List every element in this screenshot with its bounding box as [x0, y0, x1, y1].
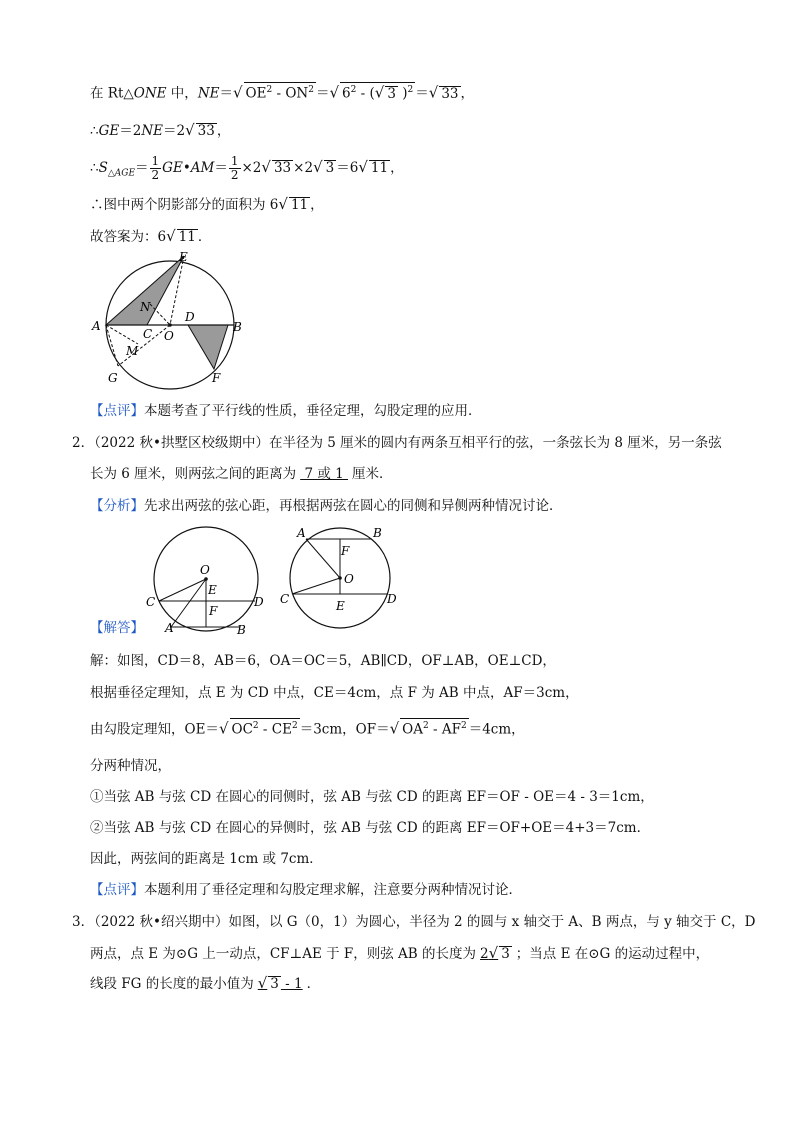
label-d: D: [387, 592, 397, 606]
answer-line: 故答案为：6√ 11 ．: [90, 227, 212, 245]
label-o: O: [344, 572, 354, 586]
label-c: C: [280, 592, 290, 606]
figure-chords-opposite-side: [278, 524, 403, 636]
label-c: C: [143, 327, 153, 341]
label-o: O: [164, 329, 174, 343]
solution-line-6: ②当弦 AB 与弦 CD 在圆心的异侧时，弦 AB 与弦 CD 的距离 EF＝OF+OE＝4+3＝7cm．: [90, 820, 651, 836]
comment-2: 【点评】本题利用了垂径定理和勾股定理求解，注意要分两种情况讨论．: [90, 882, 522, 898]
label-f: F: [212, 371, 221, 385]
equation-ne: 在 Rt△ONE 中，NE＝√ $OE^2 - ON^2$ ＝√ $6^2$ - (√ 3 )$^2$ ＝√ 33 ，: [90, 83, 474, 102]
label-a: A: [165, 621, 174, 635]
label-m: M: [126, 344, 139, 358]
figure-chords-same-side: [142, 526, 272, 638]
label-e: E: [336, 599, 345, 613]
label-e: E: [179, 250, 188, 264]
label-c: C: [146, 595, 156, 609]
solution-line-2: 根据垂径定理知，点 E 为 CD 中点，CE＝4cm，点 F 为 AB 中点，AF＝3cm，: [90, 685, 579, 701]
solution-line-3: 由勾股定理知，OE＝√ $OC^2 - CE^2 =3cm$，OF＝√ $OA^2 - AF^2 =4cm$，: [90, 719, 525, 738]
question-3-line-3: 线段 FG 的长度的最小值为 √ 3 - 1 ．: [90, 974, 321, 992]
label-d: D: [254, 595, 264, 609]
label-b: B: [233, 320, 242, 334]
label-b: B: [237, 623, 246, 637]
question-3-line-2: 两点，点 E 为⊙G 上一动点，CF⊥AE 于 F，则弦 AB 的长度为 2√ 3 ；当点 E 在⊙G 的运动过程中，: [90, 944, 710, 962]
label-d: D: [185, 310, 195, 324]
label-a: A: [297, 526, 306, 540]
comment-1: 【点评】本题考查了平行线的性质，垂径定理，勾股定理的应用．: [90, 403, 482, 419]
answer-blank-fg: √ 3 - 1: [257, 974, 303, 992]
solution-line-7: 因此，两弦间的距离是 1cm 或 7cm．: [90, 851, 323, 867]
solution-line-5: ①当弦 AB 与弦 CD 在圆心的同侧时，弦 AB 与弦 CD 的距离 EF＝OF - OE＝4 - 3＝1cm，: [90, 789, 654, 805]
question-2-line-1: 2．（2022 秋•拱墅区校级期中）在半径为 5 厘米的圆内有两条互相平行的弦，一条弦长为 8 厘米，另一条弦: [72, 435, 722, 451]
label-b: B: [373, 526, 382, 540]
question-2-line-2: 长为 6 厘米，则两弦之间的距离为 7 或 1 厘米．: [90, 466, 393, 482]
figure-circle-shaded: [88, 248, 258, 390]
answer-blank: 7 或 1: [300, 466, 349, 482]
label-g: G: [108, 371, 118, 385]
shaded-area-text: ∴图中两个阴影部分的面积为 6√ 11 ，: [90, 195, 324, 213]
analysis: 【分析】先求出两弦的弦心距，再根据两弦在圆心的同侧和异侧两种情况讨论．: [90, 498, 563, 514]
label-e: E: [208, 583, 217, 597]
solution-line-1: 解：如图，CD＝8，AB＝6，OA＝OC＝5，AB∥CD，OF⊥AB，OE⊥CD，: [90, 653, 556, 669]
equation-area: $\therefore S_{\triangle AGE}=$ $\frac{1}{2}$ GE•AM＝ $\frac{1}{2}$ ×2√ 33 ×2√ 3 ＝6√ 11 ，: [90, 154, 404, 182]
label-n: N: [140, 300, 151, 314]
solution-label: 【解答】: [90, 620, 144, 636]
solution-line-4: 分两种情况，: [90, 758, 171, 774]
answer-blank-ab: 2√ 3: [480, 944, 510, 962]
label-o: O: [200, 563, 210, 577]
label-f: F: [209, 604, 218, 618]
label-f: F: [341, 544, 350, 558]
equation-ge: ∴GE＝2NE＝2√ 33 ，: [90, 121, 231, 139]
label-a: A: [92, 319, 101, 333]
question-3-line-1: 3．（2022 秋•绍兴期中）如图，以 G（0，1）为圆心，半径为 2 的圆与 x 轴交于 A、B 两点，与 y 轴交于 C，D: [72, 914, 756, 930]
